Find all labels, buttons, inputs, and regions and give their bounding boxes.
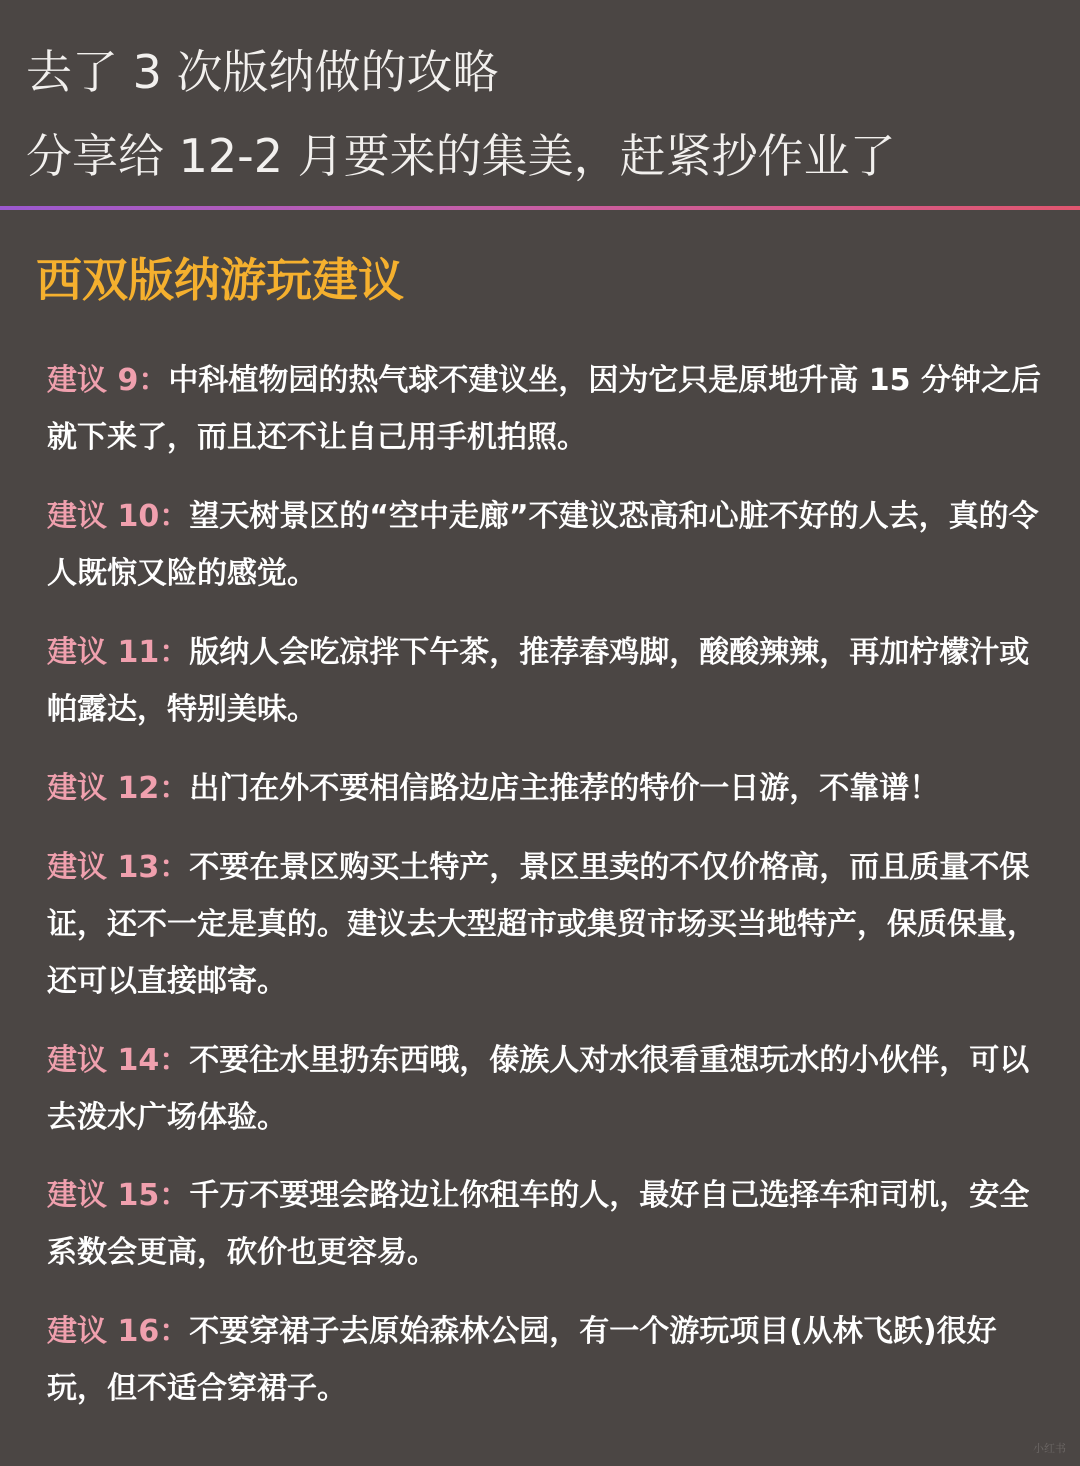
- tip-9: [47, 352, 1043, 466]
- watermark-logo: 小红书: [1033, 1442, 1066, 1455]
- tip-text: 望天树景区的“空中走廊”不建议恐高和心脏不好的人去，真的令人既惊又险的感觉。: [47, 499, 1039, 591]
- tip-11: [47, 624, 1043, 738]
- gradient-divider: [0, 206, 1080, 210]
- tip-12: [47, 760, 1043, 817]
- tip-text: 版纳人会吃凉拌下午茶，推荐舂鸡脚，酸酸辣辣，再加柠檬汁或帕露达，特别美味。: [47, 635, 1030, 727]
- tip-label: 建议 13：: [47, 850, 190, 885]
- tip-text: 中科植物园的热气球不建议坐，因为它只是原地升高 15 分钟之后就下来了，而且还不让自己用手机拍照。: [47, 363, 1041, 455]
- tip-15: [47, 1167, 1043, 1281]
- header-title-line-1: 去了 3 次版纳做的攻略: [26, 45, 499, 99]
- tip-16: [47, 1303, 1043, 1417]
- tip-label: 建议 14：: [47, 1043, 190, 1078]
- tip-label: 建议 12：: [47, 771, 190, 806]
- tip-14: [47, 1032, 1043, 1146]
- tip-text: 不要往水里扔东西哦，傣族人对水很看重想玩水的小伙伴，可以去泼水广场体验。: [47, 1043, 1030, 1135]
- tip-text: 不要穿裙子去原始森林公园，有一个游玩项目(从林飞跃)很好玩，但不适合穿裙子。: [47, 1314, 997, 1406]
- tip-13: [47, 839, 1043, 1010]
- tip-label: 建议 11：: [47, 635, 190, 670]
- header: [0, 0, 1080, 207]
- header-title-line-2: 分享给 12-2 月要来的集美，赶紧抄作业了: [26, 129, 896, 183]
- tip-label: 建议 9：: [47, 363, 169, 398]
- tip-text: 不要在景区购买土特产，景区里卖的不仅价格高，而且质量不保证，还不一定是真的。建议去大型超市或集贸市场买当地特产，保质保量，还可以直接邮寄。: [47, 850, 1037, 999]
- tip-label: 建议 16：: [47, 1314, 190, 1349]
- section-title: 西双版纳游玩建议: [36, 253, 404, 307]
- tip-text: 千万不要理会路边让你租车的人，最好自己选择车和司机，安全系数会更高，砍价也更容易。: [47, 1178, 1030, 1270]
- tip-10: [47, 488, 1043, 602]
- tip-text: 出门在外不要相信路边店主推荐的特价一日游，不靠谱！: [189, 771, 940, 806]
- tip-label: 建议 10：: [47, 499, 190, 534]
- tip-label: 建议 15：: [47, 1178, 190, 1213]
